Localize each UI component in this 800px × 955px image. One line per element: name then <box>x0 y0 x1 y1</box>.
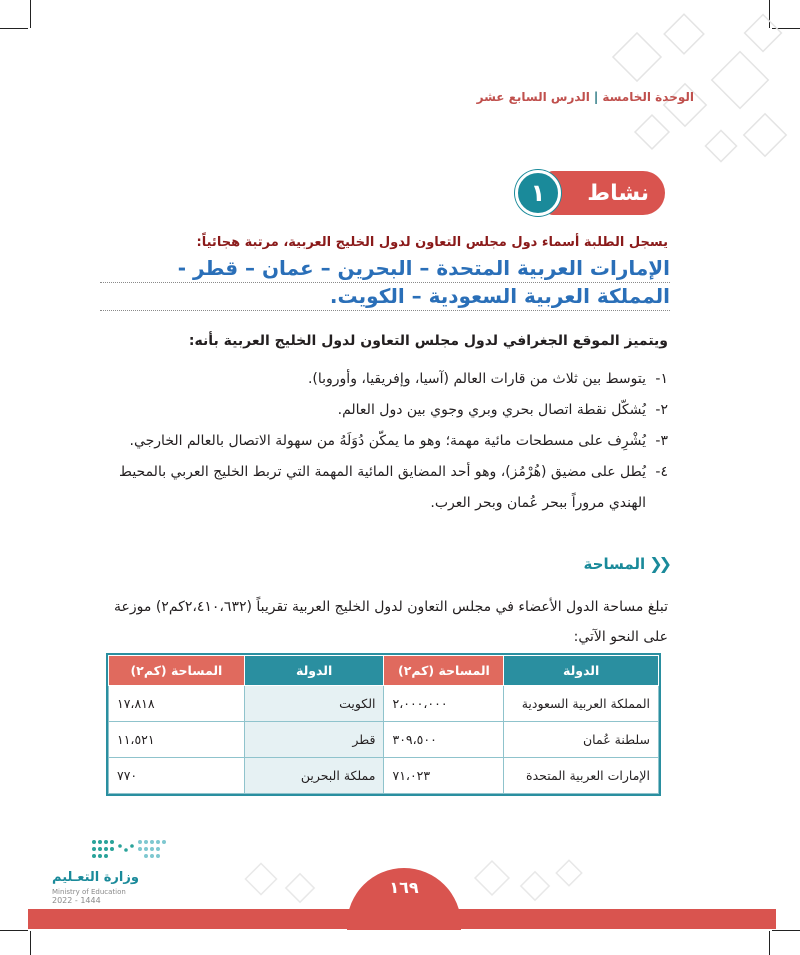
page-number: ١٦٩ <box>389 878 419 897</box>
column-header: المساحة (كم٢) <box>109 656 245 686</box>
table-header-row <box>109 656 659 686</box>
list-item-text: يُشْرِف على مسطحات مائية مهمة؛ وهو ما يمكّن دُوَلَهُ من سهولة الاتصال بالعالم الخارجي. <box>129 433 646 449</box>
crop-mark <box>30 931 31 955</box>
list-item-number: ٢- <box>655 402 668 418</box>
area-section-title <box>584 554 668 573</box>
list-item <box>98 426 668 457</box>
list-item <box>98 395 668 426</box>
area-table <box>108 655 659 794</box>
table-cell: ٣٠٩،٥٠٠ <box>384 722 504 758</box>
area-title-text: المساحة <box>583 554 646 573</box>
table-cell: مملكة البحرين <box>244 758 384 794</box>
table-cell: ١٧،٨١٨ <box>109 686 245 722</box>
table-row <box>109 722 659 758</box>
activity-label: نشاط <box>545 171 665 215</box>
table-cell: ٧٧٠ <box>109 758 245 794</box>
activity-number: ١ <box>515 170 561 216</box>
location-intro: ويتميز الموقع الجغرافي لدول مجلس التعاون لدول الخليج العربية بأنه: <box>188 333 668 349</box>
table-cell: المملكة العربية السعودية <box>504 686 659 722</box>
table-cell: ١١،٥٢١ <box>109 722 245 758</box>
table-cell: سلطنة عُمان <box>504 722 659 758</box>
activity-instruction: يسجل الطلبة أسماء دول مجلس التعاون لدول الخليج العربية، مرتبة هجائياً: <box>196 235 668 250</box>
lesson-label: الدرس السابع عشر <box>476 90 590 104</box>
activity-badge <box>515 171 665 215</box>
crop-mark <box>772 930 800 931</box>
list-item-text: يتوسط بين ثلاث من قارات العالم (آسيا، وإفريقيا، وأوروبا). <box>307 371 646 387</box>
list-item-number: ٣- <box>655 433 668 449</box>
answer-dotted-line <box>100 310 670 311</box>
table-row <box>109 758 659 794</box>
table-cell: ٧١،٠٢٣ <box>384 758 504 794</box>
ministry-logo-dots-icon <box>90 838 170 864</box>
crop-mark <box>0 28 28 29</box>
ministry-name-arabic: وزارة التعـليم <box>52 870 139 885</box>
ministry-name-english: Ministry of Education <box>52 888 126 896</box>
ministry-year: 2022 - 1444 <box>52 896 101 905</box>
area-description: تبلغ مساحة الدول الأعضاء في مجلس التعاون لدول الخليج العربية تقريباً (٢،٤١٠،٦٣٢كم٢) موزعة على النحو الآتي: <box>114 599 668 645</box>
list-item <box>98 457 668 519</box>
activity-answer: الإمارات العربية المتحدة – البحرين – عمان – قطر - المملكة العربية السعودية – الكويت. <box>177 256 670 308</box>
list-item <box>98 364 668 395</box>
table-cell: قطر <box>244 722 384 758</box>
list-item-text: يُطل على مضيق (هُرْمُز)، وهو أحد المضايق المائية المهمة التي تربط الخليج العربي بالمحيط الهندي مروراً ببحر عُمان وبحر العرب. <box>119 464 646 511</box>
answer-dotted-line <box>100 282 670 283</box>
table-cell: الإمارات العربية المتحدة <box>504 758 659 794</box>
location-points <box>98 364 668 519</box>
list-item-number: ٤- <box>655 464 668 480</box>
column-header: الدولة <box>244 656 384 686</box>
column-header: المساحة (كم٢) <box>384 656 504 686</box>
column-header: الدولة <box>504 656 659 686</box>
crop-mark <box>30 0 31 28</box>
crop-mark <box>0 930 28 931</box>
list-item-text: يُشكّل نقطة اتصال بحري وبري وجوي بين دول العالم. <box>337 402 646 418</box>
table-row <box>109 686 659 722</box>
ministry-logo <box>52 838 182 908</box>
table-cell: ٢،٠٠٠،٠٠٠ <box>384 686 504 722</box>
page-header <box>477 90 694 104</box>
list-item-number: ١- <box>655 371 668 387</box>
header-separator: | <box>593 90 599 104</box>
double-chevron-icon: ❮❮ <box>649 554 668 573</box>
unit-label: الوحدة الخامسة <box>602 90 694 104</box>
table-cell: الكويت <box>244 686 384 722</box>
crop-mark <box>769 931 770 955</box>
